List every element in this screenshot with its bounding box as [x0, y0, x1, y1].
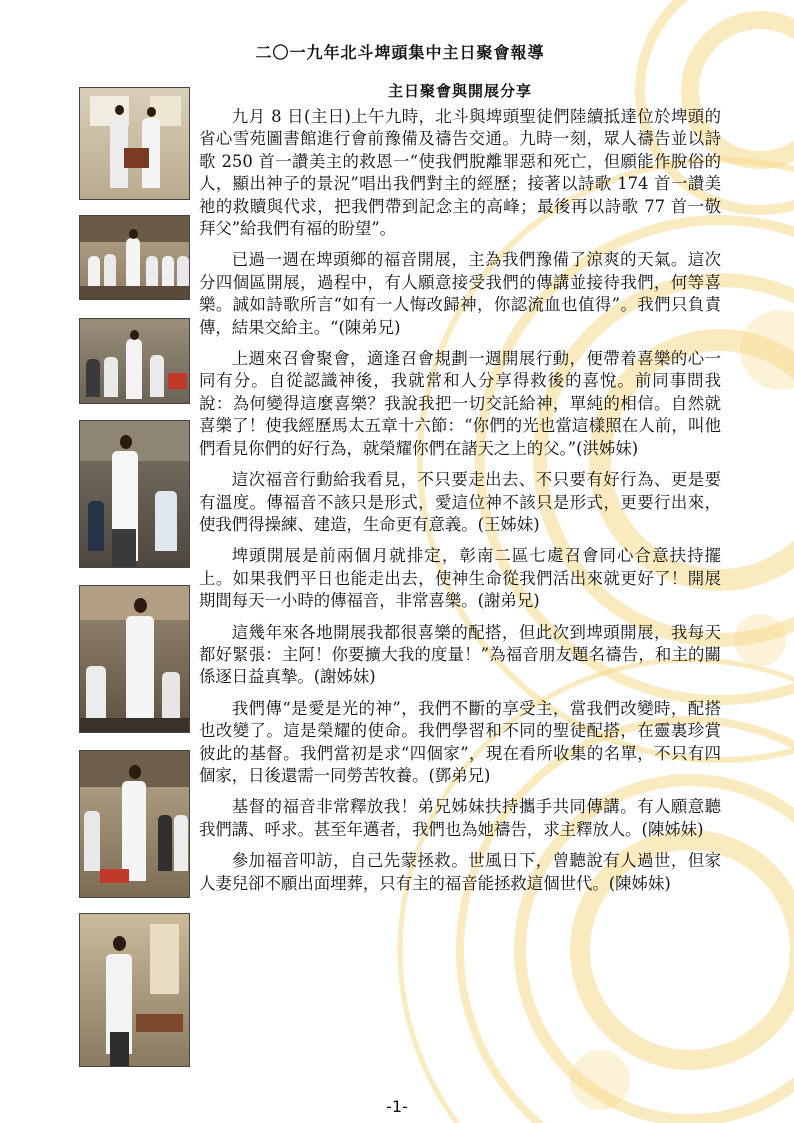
- article-body: [199, 106, 721, 904]
- paragraph-9: 參加福音叩訪，自己先蒙拯救。世風日下，曾聽說有人過世，但家人妻兒卻不願出面埋葬，只有主的福音能拯救這個世代。(陳姊妹): [199, 851, 721, 893]
- paragraph-1: 九月 8 日(主日)上午九時，北斗與埤頭聖徒們陸續抵達位於埤頭的省心雪苑圖書館進行會前豫備及禱告交通。九時一刻，眾人禱告並以詩歌 250 首一讚美主的救恩一“使我們脫離罪惡和死亡，但願能作脫俗的人，顯出神子的景況”唱出我們對主的經歷；接著以詩歌 174 首一讚美祂的救贖與代求，把我們帶到記念主的高峰；最後再以詩歌 77 首一敬拜父”給我們有福的盼望”。: [199, 107, 721, 239]
- photo-congregation: [79, 215, 190, 300]
- paragraph-5: 埤頭開展是前兩個月就排定，彰南二區七處召會同心合意扶持擺上。如果我們平日也能走出去，使神生命從我們活出來就更好了！開展期間每天一小時的傳福音，非常喜樂。(謝弟兄): [199, 546, 721, 611]
- photo-reading-speaker: [79, 913, 190, 1067]
- paragraph-2: 已過一週在埤頭鄉的福音開展，主為我們豫備了涼爽的天氣。這次分四個區開展，過程中，有人願意接受我們的傳講並接待我們，何等喜樂。誠如詩歌所言“如有一人悔改歸神，你認流血也值得”。我們只負責傳，結果交給主。“(陳弟兄): [199, 250, 721, 337]
- report-title: 二〇一九年北斗埤頭集中主日聚會報導: [255, 43, 545, 62]
- paragraph-3: 上週來召會聚會，適逢召會規劃一週開展行動，便帶着喜樂的心一同有分。自從認識神後，我就常和人分享得救後的喜悅。前同事問我說：為何變得這麼喜樂？我說我把一切交託給神，單純的相信。自然就喜樂了！使我經歷馬太五章十六節：“你們的光也當這樣照在人前，叫他們看見你們的好行為，就榮耀你們在諸天之上的父。”(洪姊妹): [199, 349, 721, 458]
- paragraph-7: 我們傳“是愛是光的神”，我們不斷的享受主，當我們改變時，配搭也改變了。這是榮耀的使命。我們學習和不同的聖徒配搭，在靈裏珍賞彼此的基督。我們當初是求“四個家”，現在看所收集的名單，不只有四個家，日後還需一同勞苦牧養。(鄧弟兄): [199, 698, 721, 785]
- photo-sharing-session: [79, 318, 190, 404]
- photo-handshake: [79, 87, 190, 200]
- photo-speaker-microphone: [79, 585, 190, 733]
- page-number: -1-: [386, 1097, 408, 1116]
- paragraph-4: 這次福音行動給我看見，不只要走出去、不只要有好行為、更是要有溫度。傳福音不該只是形式，愛這位神不該只是形式，更要行出來，使我們得操練、建造，生命更有意義。(王姊妹): [199, 470, 721, 534]
- photo-group-meeting: [79, 750, 190, 898]
- paragraph-6: 這幾年來各地開展我都很喜樂的配搭，但此次到埤頭開展，我每天都好緊張：主阿！你要擴大我的度量！”為福音朋友題名禱告，和主的關係逐日益真摯。(謝姊妹): [199, 622, 721, 687]
- paragraph-8: 基督的福音非常釋放我！弟兄姊妹扶持攜手共同傳講。有人願意聽我們講、呼求。甚至年邁者，我們也為她禱告，求主釋放人。(陳姊妹): [199, 797, 721, 839]
- photo-speaker-tie: [79, 420, 190, 568]
- section-subtitle: 主日聚會與開展分享: [387, 82, 532, 100]
